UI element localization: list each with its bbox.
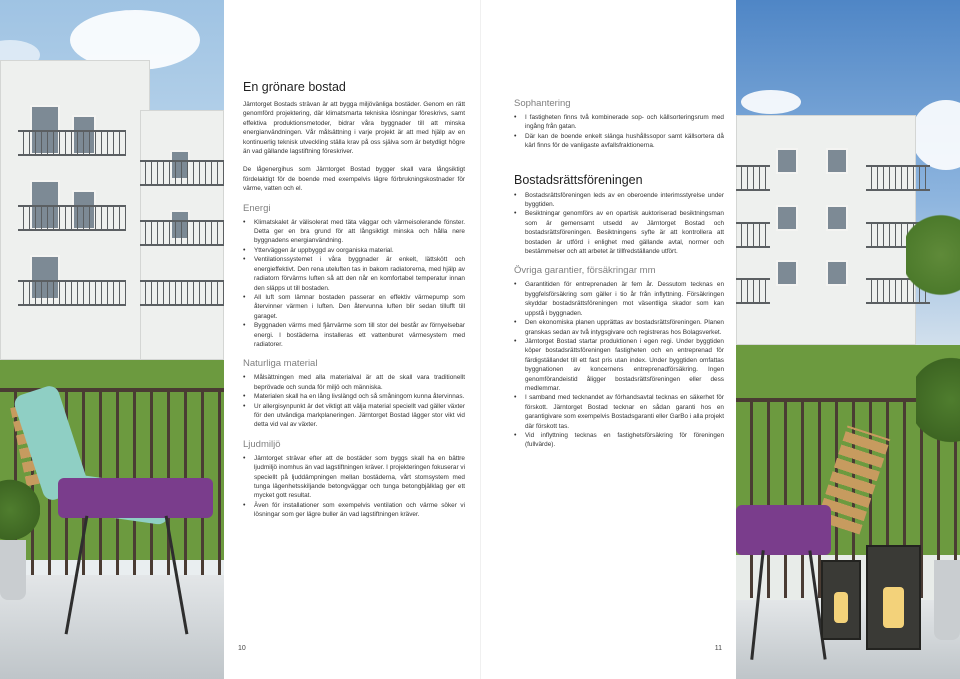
left-column — [243, 80, 465, 520]
list-item: • I fastigheten finns två kombinerade sop- och källsorteringsrum med ingång från gatan. — [514, 113, 724, 132]
balcony-railing — [736, 222, 770, 248]
page-10 — [224, 0, 480, 679]
balcony-railing — [140, 220, 224, 246]
balcony-railing — [736, 165, 770, 191]
plant — [916, 340, 960, 460]
section-heading-ljud: Ljudmiljö — [243, 438, 281, 450]
list-item: • Garantitiden för entreprenaden är fem år. Dessutom tecknas en byggfelsförsäkring som gäller i tio år från inflyttning. Försäkringen skyddar bostadsrättsföreningen mot väsentliga skador som kan uppstå i byggnaden. — [514, 280, 724, 318]
ljud-list — [243, 454, 465, 520]
lantern — [866, 545, 921, 650]
list-item: • Byggnaden värms med fjärrvärme som till stor del består av förnyelsebar energi. I bostäderna installeras ett vattenburet värmesystem med radiatorer. — [243, 321, 465, 349]
list-item: • Ytterväggen är uppbyggd av oorganiska material. — [243, 246, 465, 255]
window — [826, 260, 848, 286]
plant — [0, 470, 40, 550]
section-heading-material: Naturliga material — [243, 358, 318, 370]
window — [826, 148, 848, 174]
intro-paragraph: Järntorget Bostads strävan är att bygga miljövänliga bostäder. Genom en rätt genomförd projektering, där klimatsmarta tekniska lösningar föreskrivs, samt effektiva produktionsmetoder, bidrar våra byggnader till att minska energianvändningen. Vår målsättning i varje projekt är att med hjälp av en kontinuerlig teknisk utveckling ställa krav på oss själva som är betydligt högre än vad gällande lagstiftning föreskriver. — [243, 101, 465, 156]
sophantering-list — [514, 113, 724, 151]
cloud — [911, 100, 960, 170]
list-item: • Järntorget strävar efter att de bostäder som byggs skall ha en bättre ljudmiljö inomhus än vad lagstiftningen kräver. I projekteringen fokuserar vi speciellt på ljuddämpningen mellan bostäderna, vårt stomsystem med tunga lägenhetsskiljande betongväggar och tunga betongbjälklag ger ett mycket gott resultat. — [243, 454, 465, 501]
list-item: • Målsättningen med alla materialval är att de skall vara traditionellt beprövade och sunda för miljö och människa. — [243, 373, 465, 392]
list-item: • Bostadsrättsföreningen leds av en oberoende interimsstyrelse under byggtiden. — [514, 191, 724, 210]
lantern — [821, 560, 861, 640]
list-item: • Materialen skall ha en lång livslängd och så småningom kunna återvinnas. — [243, 392, 465, 401]
window — [776, 260, 798, 286]
left-illustration — [0, 0, 224, 679]
cloud — [741, 90, 801, 114]
terrace-floor — [0, 575, 224, 679]
page-title: En grönare bostad — [243, 80, 346, 94]
balcony-railing — [866, 165, 930, 191]
balcony-railing — [140, 280, 224, 306]
chair-cushion — [58, 478, 213, 518]
list-item: • Ur allergisynpunkt är det viktigt att välja material speciellt vad gäller växter för den utvändiga markplaneringen. Järntorget Bostad lägger stor vikt vid detta vid val av växter. — [243, 402, 465, 430]
energi-list — [243, 218, 465, 350]
plant-pot — [0, 540, 26, 600]
section-heading-sophantering: Sophantering — [514, 98, 571, 109]
page-number: 11 — [714, 645, 722, 652]
balcony-railing — [18, 130, 126, 156]
list-item: • Järntorget Bostad startar produktionen i egen regi. Under byggtiden köper bostadsrättsföreningen fastigheten och en entreprenad för färdigställandet till ett fast pris utan index. Under byggtiden omfattas byggnationen av koncernens entreprenadförsäkring. Ingen genomförandeistid åligger bostadsrättsföreningen eller dess medlemmar. — [514, 337, 724, 393]
right-column — [514, 98, 724, 450]
list-item: • Ventilationssystemet i våra byggnader är enkelt, lättskött och energieffektivt. Den rena uteluften tas in bakom radiatorerna, med hjälp av radiatorn förvärms luften så att den når en komfortabel temperatur innan den släpps ut till bostaden. — [243, 255, 465, 293]
window — [776, 205, 798, 231]
chair-cushion — [736, 505, 831, 555]
section-heading-brf: Bostadsrättsföreningen — [514, 172, 643, 187]
balcony-railing — [736, 278, 770, 304]
window — [776, 148, 798, 174]
section-heading-energi: Energi — [243, 202, 271, 214]
list-item: • Även för installationer som exempelvis ventilation och värme söker vi lösningar som ger lägre buller än vad lagstiftningen kräver. — [243, 501, 465, 520]
balcony-railing — [18, 205, 126, 231]
page-11 — [480, 0, 736, 679]
list-item: • Besiktningar genomförs av en opartisk auktoriserad besiktningsman som är gemensamt utsedd av Järntorget Bostad och bostadsrättsföreningen. Besiktningens syfte är att kontrollera att bostaden är utförd i enlighet med gällande avtal, normer och bestämmelser och att arbetet är tillfredställande utfört. — [514, 209, 724, 256]
section-heading-ovriga: Övriga garantier, försäkringar mm — [514, 265, 656, 277]
material-list — [243, 373, 465, 429]
list-item: • All luft som lämnar bostaden passerar en effektiv värmepump som återvinner värmen i luften. Den återvunna luften blir sedan tillufft till garaget. — [243, 293, 465, 321]
brf-list — [514, 191, 724, 257]
plant-pot — [934, 560, 960, 640]
balcony-railing — [18, 280, 126, 306]
balcony-railing — [140, 160, 224, 186]
page-number: 10 — [238, 645, 246, 652]
list-item: • Där kan de boende enkelt slänga hushållssopor samt källsortera då kärl finns för de vanligaste avfallsfraktionerna. — [514, 132, 724, 151]
tree — [906, 200, 960, 310]
ovriga-list — [514, 280, 724, 449]
right-illustration — [736, 0, 960, 679]
list-item: • Den ekonomiska planen upprättas av bostadsrättsföreningen. Planen granskas sedan av två intygsgivare och registreras hos Bolagsverket. — [514, 318, 724, 337]
intro-paragraph-2: De lågenergihus som Järntorget Bostad bygger skall vara långsiktigt fördelaktigt för de boende med exempelvis lägre förbrukningskostnader för värme, vatten och el. — [243, 166, 465, 193]
list-item: • Vid inflyttning tecknas en fastighetsförsäkring för föreningen (fullvärde). — [514, 431, 724, 450]
list-item: • Klimatskalet är välisolerat med täta väggar och värmeisolerande fönster. Detta ger en bra grund för att långsiktigt minska och hålla nere byggnadens energianvändning. — [243, 218, 465, 246]
list-item: • I samband med tecknandet av förhandsavtal tecknas en säkerhet för förskott. Järntorget Bostad tecknar en sådan garanti hos en garantigivare som exempelvis Bostadsgaranti eller GarBo i alla projekt där förskott tas. — [514, 393, 724, 431]
window — [826, 205, 848, 231]
